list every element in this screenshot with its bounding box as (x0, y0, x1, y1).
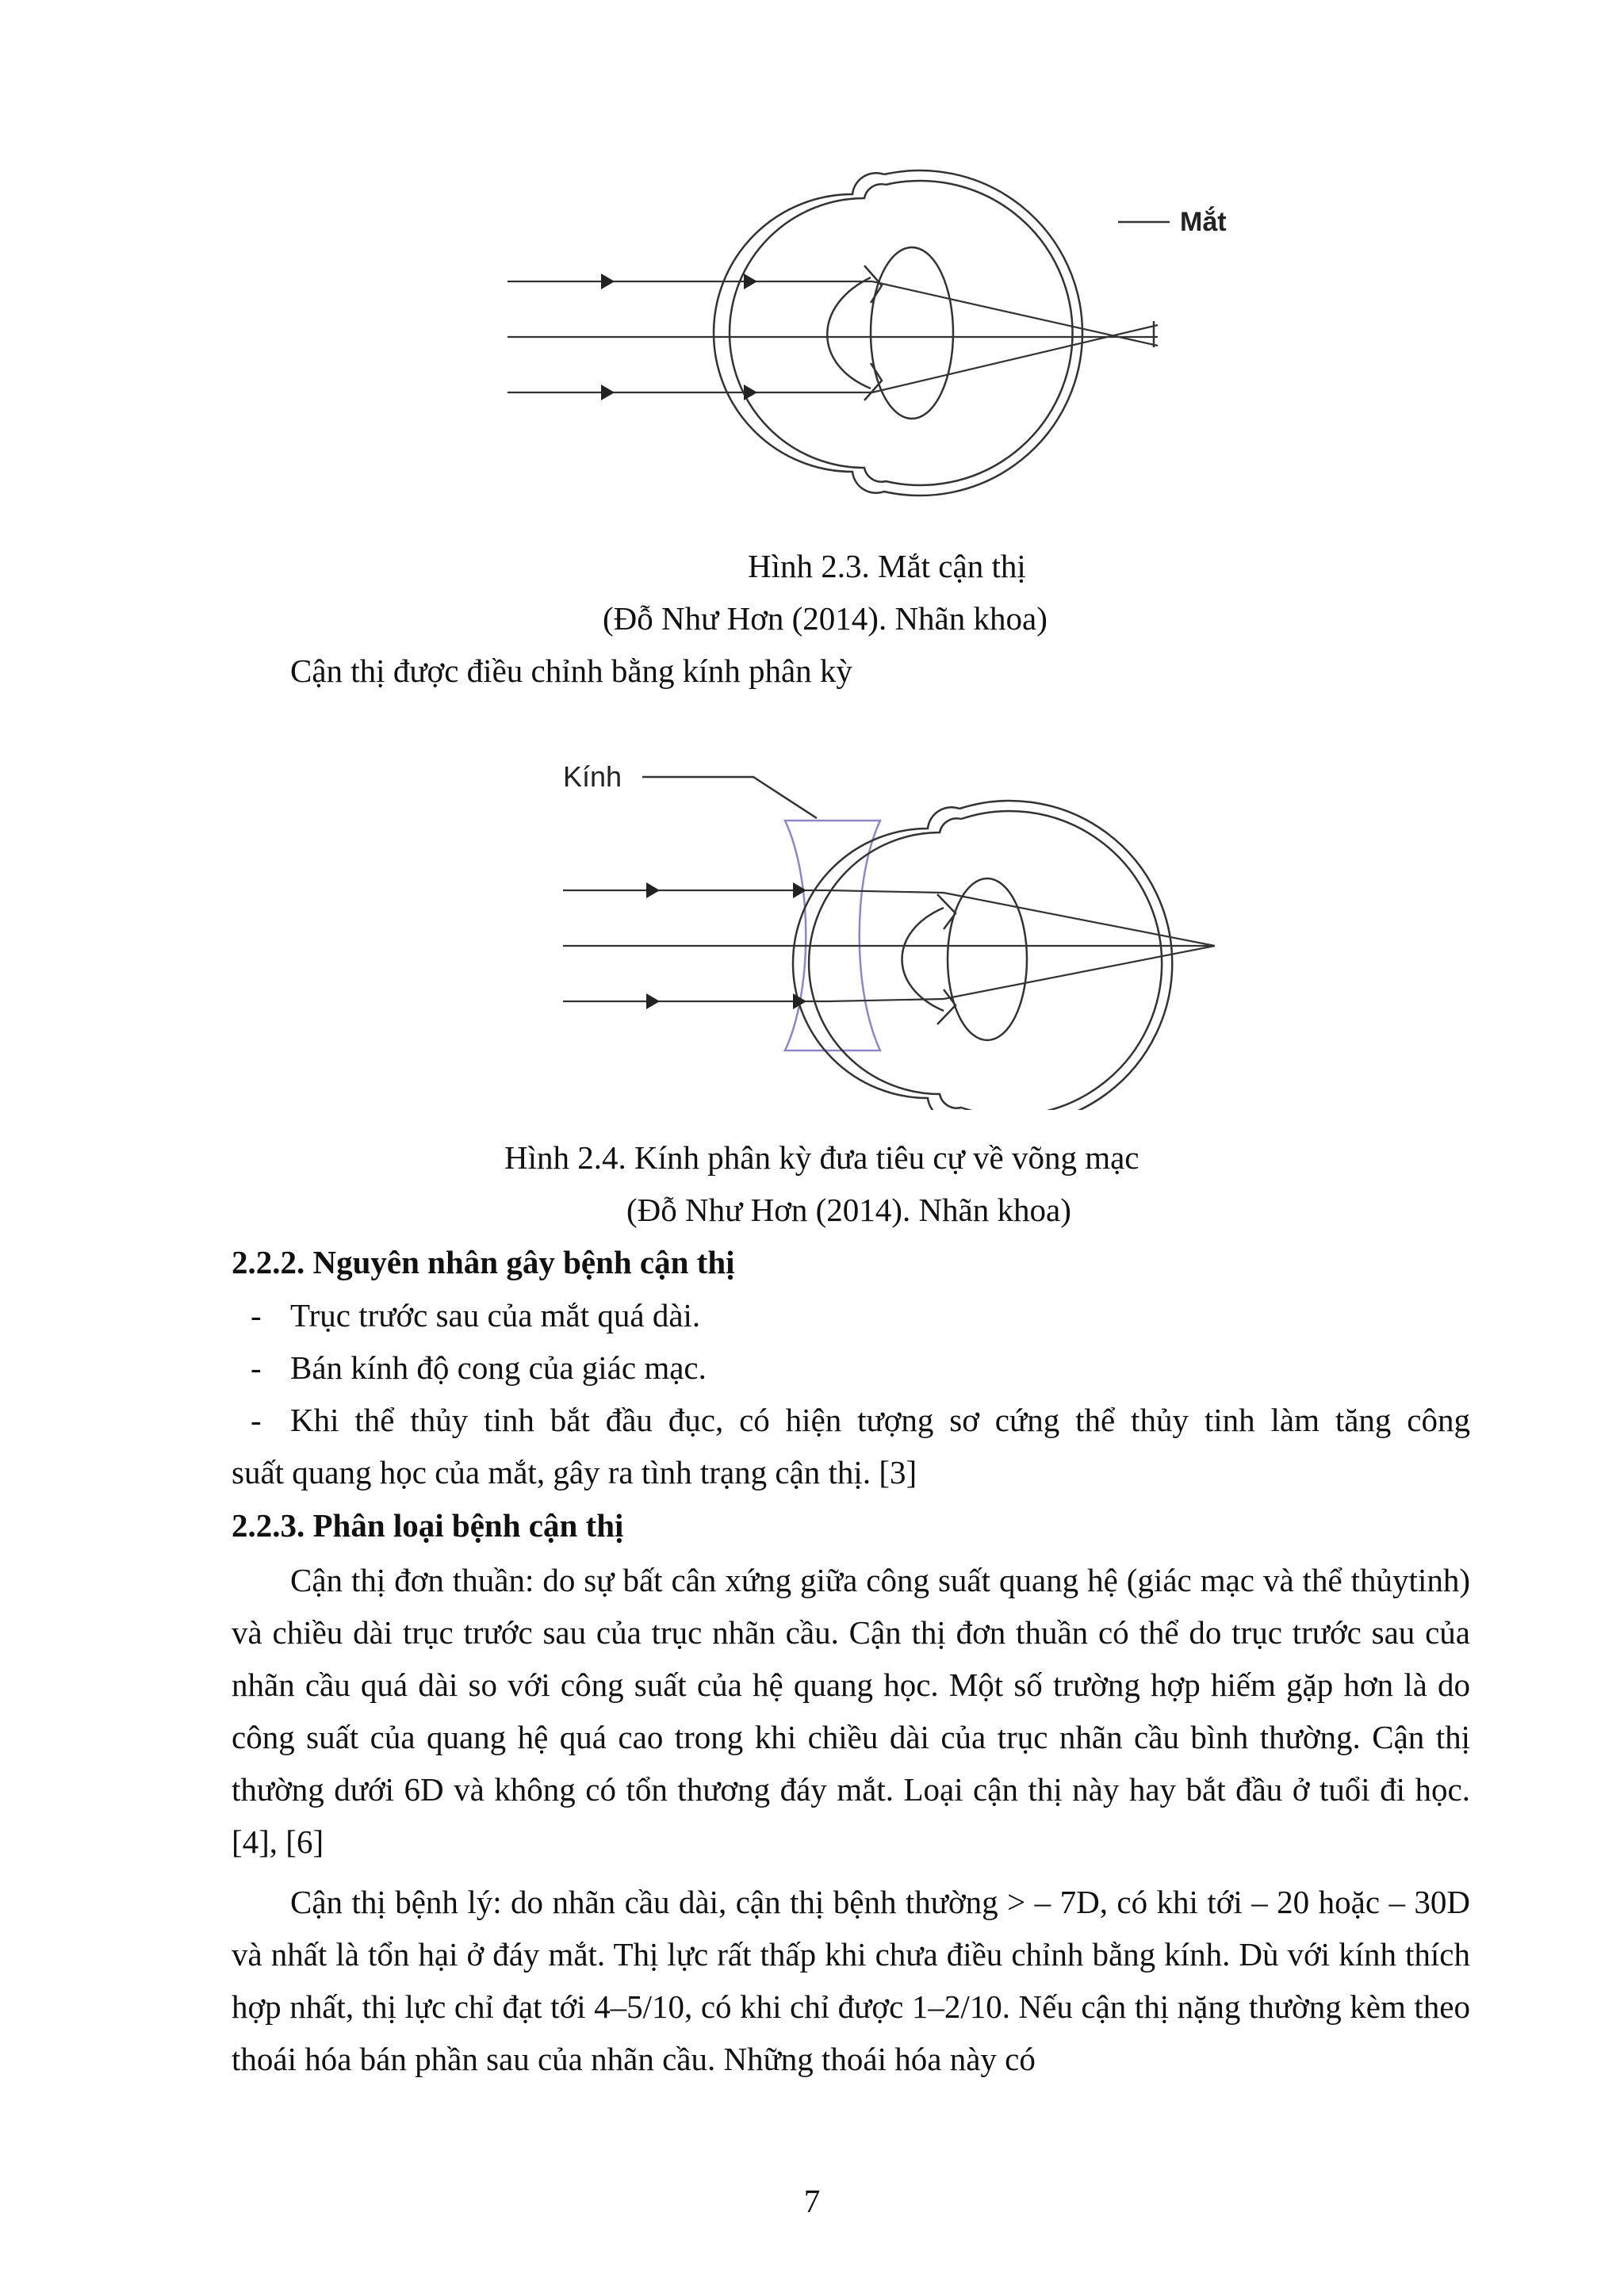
eyeball-outer (714, 170, 1082, 496)
bullet-item: - Khi thể thủy tinh bắt đầu đục, có hiện tượng sơ cứng thể thủy tinh làm tăng công (251, 1394, 1470, 1446)
figure-2-caption: Hình 2.4. Kính phân kỳ đưa tiêu cự về võng mạc (504, 1139, 1139, 1176)
eyeball-outer-2 (793, 801, 1172, 1110)
eyeball-inner-2 (809, 811, 1162, 1110)
iris-bottom (864, 363, 882, 400)
diverging-lens-diagram (547, 745, 1245, 1110)
myopic-eye-diagram (492, 159, 1253, 507)
eyeball-inner (730, 181, 1073, 485)
bullet-dash: - (251, 1402, 262, 1438)
section-heading-223: 2.2.3. Phân loại bệnh cận thị (232, 1507, 624, 1544)
cornea (827, 277, 871, 388)
lens (871, 247, 953, 419)
lens-label-leader (642, 777, 817, 818)
figure-1-caption: Hình 2.3. Mắt cận thị (748, 548, 1026, 584)
paragraph-pathological-myopia: Cận thị bệnh lý: do nhãn cầu dài, cận thị bệnh thường > – 7D, có khi tới – 20 hoặc – 30D và nhất là tổn hại ở đáy mắt. Thị lực rất thấp khi chưa điều chỉnh bằng kính. Dù với kính thích hợp nhất, thị lực chỉ đạt tới 4–5/10, có khi chỉ được 1–2/10. Nếu cận thị nặng thường kèm theo thoái hóa bán phần sau của nhãn cầu. Những thoái hóa này có (232, 1884, 1470, 2077)
iris-top (864, 266, 882, 303)
lens-eye-2 (948, 878, 1027, 1040)
cornea-2 (902, 908, 944, 1011)
bullet-dash: - (251, 1349, 262, 1386)
figure-myopic-eye (492, 159, 1253, 507)
bullet-item: - Bán kính độ cong của giác mạc. (251, 1341, 1470, 1394)
section-heading-222: 2.2.2. Nguyên nhân gây bệnh cận thị (232, 1244, 735, 1280)
bullet-item: - Trục trước sau của mắt quá dài. (251, 1289, 1470, 1341)
bullet-dash: - (251, 1297, 262, 1334)
intro-text: Cận thị được điều chỉnh bằng kính phân kỳ (290, 652, 852, 689)
paragraph-simple-myopia: Cận thị đơn thuần: do sự bất cân xứng giữa công suất quang hệ (giác mạc và thể thủytinh) và chiều dài trục trước sau của trục nhãn cầu. Cận thị đơn thuần có thể do trục trước sau của nhãn cầu quá dài so với công suất của hệ quang học. Một số trường hợp hiếm gặp hơn là do công suất của quang hệ quá cao trong khi chiều dài của trục nhãn cầu bình thường. Cận thị thường dưới 6D và không có tổn thương đáy mắt. Loại cận thị này hay bắt đầu ở tuổi đi học. [4], [6] (232, 1562, 1470, 1860)
figure-diverging-lens (547, 745, 1245, 1110)
eye-label: Mắt (1180, 207, 1227, 237)
figure-1-source: (Đỗ Như Hơn (2014). Nhãn khoa) (603, 600, 1048, 637)
page-number: 7 (803, 2183, 821, 2219)
lens-label: Kính (563, 760, 622, 793)
bullet-continuation: suất quang học của mắt, gây ra tình trạng cận thị. [3] (232, 1454, 917, 1490)
figure-2-source: (Đỗ Như Hơn (2014). Nhãn khoa) (626, 1192, 1071, 1228)
